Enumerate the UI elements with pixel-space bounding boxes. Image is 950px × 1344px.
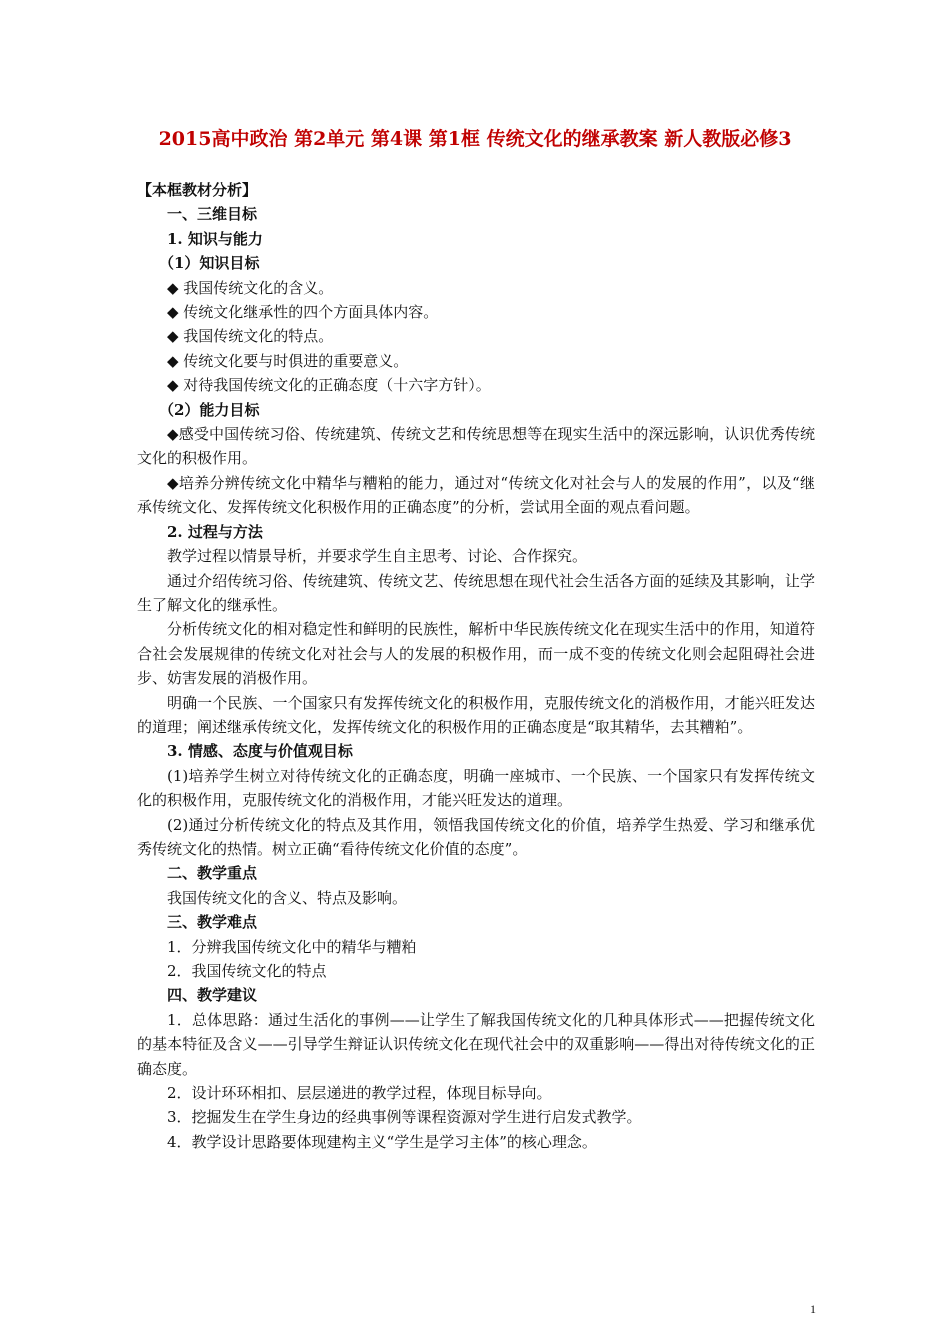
suggestion-item: 3．挖掘发生在学生身边的经典事例等课程资源对学生进行启发式教学。 <box>167 1108 642 1127</box>
key-points-text: 我国传统文化的含义、特点及影响。 <box>167 888 408 907</box>
process-item: 教学过程以情景导析，并要求学生自主思考、讨论、合作探究。 <box>167 547 588 566</box>
goals-heading: 一、三维目标 <box>167 205 258 224</box>
knowledge-item: ◆ 我国传统文化的特点。 <box>167 327 334 346</box>
difficulties-heading: 三、教学难点 <box>167 913 258 932</box>
difficulty-item: 1．分辨我国传统文化中的精华与糟粕 <box>167 937 417 956</box>
ability-item: ◆培养分辨传统文化中精华与糟粕的能力，通过对“传统文化对社会与人的发展的作用”，以及“继承传统文化、发挥传统文化积极作用的正确态度”的分析，尝试用全面的观点看问题。 <box>137 473 815 517</box>
knowledge-target-heading: （1）知识目标 <box>159 254 260 273</box>
suggestion-item: 2．设计环环相扣、层层递进的教学过程，体现目标导向。 <box>167 1084 552 1103</box>
key-points-heading: 二、教学重点 <box>167 864 258 883</box>
document-body <box>137 178 815 1154</box>
knowledge-item: ◆ 我国传统文化的含义。 <box>167 278 334 297</box>
difficulty-item: 2．我国传统文化的特点 <box>167 962 327 980</box>
knowledge-ability-heading: 1. 知识与能力 <box>167 229 263 248</box>
process-item: 明确一个民族、一个国家只有发挥传统文化的积极作用，克服传统文化的消极作用，才能兴旺发达的道理；阐述继承传统文化，发挥传统文化的积极作用的正确态度是“取其精华，去其糟粕”。 <box>137 693 815 736</box>
knowledge-item: ◆ 传统文化要与时俱进的重要意义。 <box>167 351 409 370</box>
ability-item: ◆感受中国传统习俗、传统建筑、传统文艺和传统思想等在现实生活中的深远影响，认识优秀传统文化的积极作用。 <box>137 425 815 468</box>
knowledge-item: ◆ 对待我国传统文化的正确态度（十六字方针）。 <box>167 376 491 395</box>
process-heading: 2. 过程与方法 <box>167 522 263 541</box>
emotion-item: (1)培养学生树立对待传统文化的正确态度，明确一座城市、一个民族、一个国家只有发挥传统文化的积极作用，克服传统文化的消极作用，才能兴旺发达的道理。 <box>137 766 815 810</box>
section-header: 【本框教材分析】 <box>137 181 258 199</box>
page-number: 1 <box>810 1302 816 1316</box>
process-item: 通过介绍传统习俗、传统建筑、传统文艺、传统思想在现代社会生活各方面的延续及其影响，让学生了解文化的继承性。 <box>137 571 815 614</box>
emotion-heading: 3. 情感、态度与价值观目标 <box>167 742 353 761</box>
ability-target-heading: （2）能力目标 <box>159 400 260 419</box>
process-item: 分析传统文化的相对稳定性和鲜明的民族性，解析中华民族传统文化在现实生活中的作用，知道符合社会发展规律的传统文化对社会与人的发展的积极作用，而一成不变的传统文化则会起阻碍社会进步、妨害发展的消极作用。 <box>137 620 815 688</box>
suggestions-heading: 四、教学建议 <box>167 986 258 1005</box>
knowledge-item: ◆ 传统文化继承性的四个方面具体内容。 <box>167 303 439 322</box>
suggestion-item: 1．总体思路：通过生活化的事例——让学生了解我国传统文化的几种具体形式——把握传统文化的基本特征及含义——引导学生辩证认识传统文化在现代社会中的双重影响——得出对待传统文化的正确态度。 <box>137 1010 815 1078</box>
suggestion-item: 4．教学设计思路要体现建构主义“学生是学习主体”的核心理念。 <box>167 1132 597 1151</box>
document-title: 2015高中政治 第2单元 第4课 第1框 传统文化的继承教案 新人教版必修3 <box>158 128 792 150</box>
emotion-item: (2)通过分析传统文化的特点及其作用，领悟我国传统文化的价值，培养学生热爱、学习和继承优秀传统文化的热情。树立正确“看待传统文化价值的态度”。 <box>137 815 815 858</box>
